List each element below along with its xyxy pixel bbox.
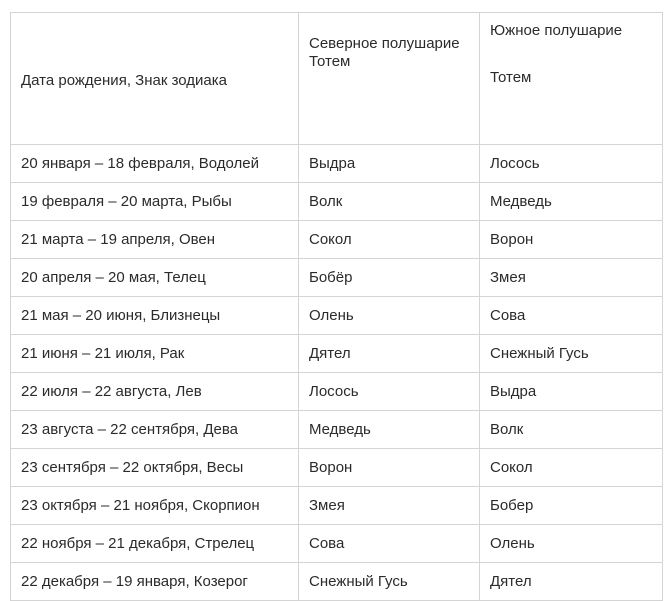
table-row [11,335,663,373]
cell-north-totem: Волк [299,183,480,221]
cell-date-sign: 20 апреля – 20 мая, Телец [11,259,299,297]
table-row [11,411,663,449]
table-row [11,563,663,601]
cell-north-totem: Сокол [299,221,480,259]
cell-date-sign: 21 мая – 20 июня, Близнецы [11,297,299,335]
cell-north-totem: Бобёр [299,259,480,297]
cell-south-totem: Лосось [480,145,663,183]
cell-north-totem: Сова [299,525,480,563]
cell-north-totem: Медведь [299,411,480,449]
cell-south-totem: Дятел [480,563,663,601]
zodiac-totem-table [10,12,663,601]
cell-date-sign: 20 января – 18 февраля, Водолей [11,145,299,183]
cell-south-totem: Олень [480,525,663,563]
header-south-hemisphere: Южное полушарие [490,22,623,39]
table-row [11,221,663,259]
cell-south-totem: Сокол [480,449,663,487]
cell-south-totem: Бобер [480,487,663,525]
cell-north-totem: Змея [299,487,480,525]
cell-north-totem: Олень [299,297,480,335]
cell-date-sign: 23 августа – 22 сентября, Дева [11,411,299,449]
cell-date-sign: 22 декабря – 19 января, Козерог [11,563,299,601]
header-south [480,13,663,145]
cell-date-sign: 19 февраля – 20 марта, Рыбы [11,183,299,221]
header-date-sign [11,13,299,145]
header-north [299,13,480,145]
cell-north-totem: Лосось [299,373,480,411]
cell-south-totem: Ворон [480,221,663,259]
cell-north-totem: Снежный Гусь [299,563,480,601]
table-row [11,259,663,297]
table-row [11,373,663,411]
cell-date-sign: 23 октября – 21 ноября, Скорпион [11,487,299,525]
cell-date-sign: 21 марта – 19 апреля, Овен [11,221,299,259]
table-row [11,183,663,221]
cell-south-totem: Снежный Гусь [480,335,663,373]
header-north-totem: Тотем [309,53,351,70]
table-row [11,145,663,183]
cell-north-totem: Ворон [299,449,480,487]
table-header-row [11,13,663,145]
cell-south-totem: Выдра [480,373,663,411]
table-body [11,13,663,601]
cell-south-totem: Медведь [480,183,663,221]
cell-date-sign: 23 сентября – 22 октября, Весы [11,449,299,487]
table-row [11,525,663,563]
cell-south-totem: Змея [480,259,663,297]
header-date-sign-label: Дата рождения, Знак зодиака [21,71,227,89]
header-south-totem: Тотем [490,69,532,86]
cell-south-totem: Сова [480,297,663,335]
cell-north-totem: Дятел [299,335,480,373]
cell-date-sign: 22 июля – 22 августа, Лев [11,373,299,411]
table-row [11,297,663,335]
cell-date-sign: 22 ноября – 21 декабря, Стрелец [11,525,299,563]
cell-date-sign: 21 июня – 21 июля, Рак [11,335,299,373]
cell-south-totem: Волк [480,411,663,449]
table-row [11,487,663,525]
table-row [11,449,663,487]
cell-north-totem: Выдра [299,145,480,183]
header-north-hemisphere: Северное полушарие [309,35,460,52]
